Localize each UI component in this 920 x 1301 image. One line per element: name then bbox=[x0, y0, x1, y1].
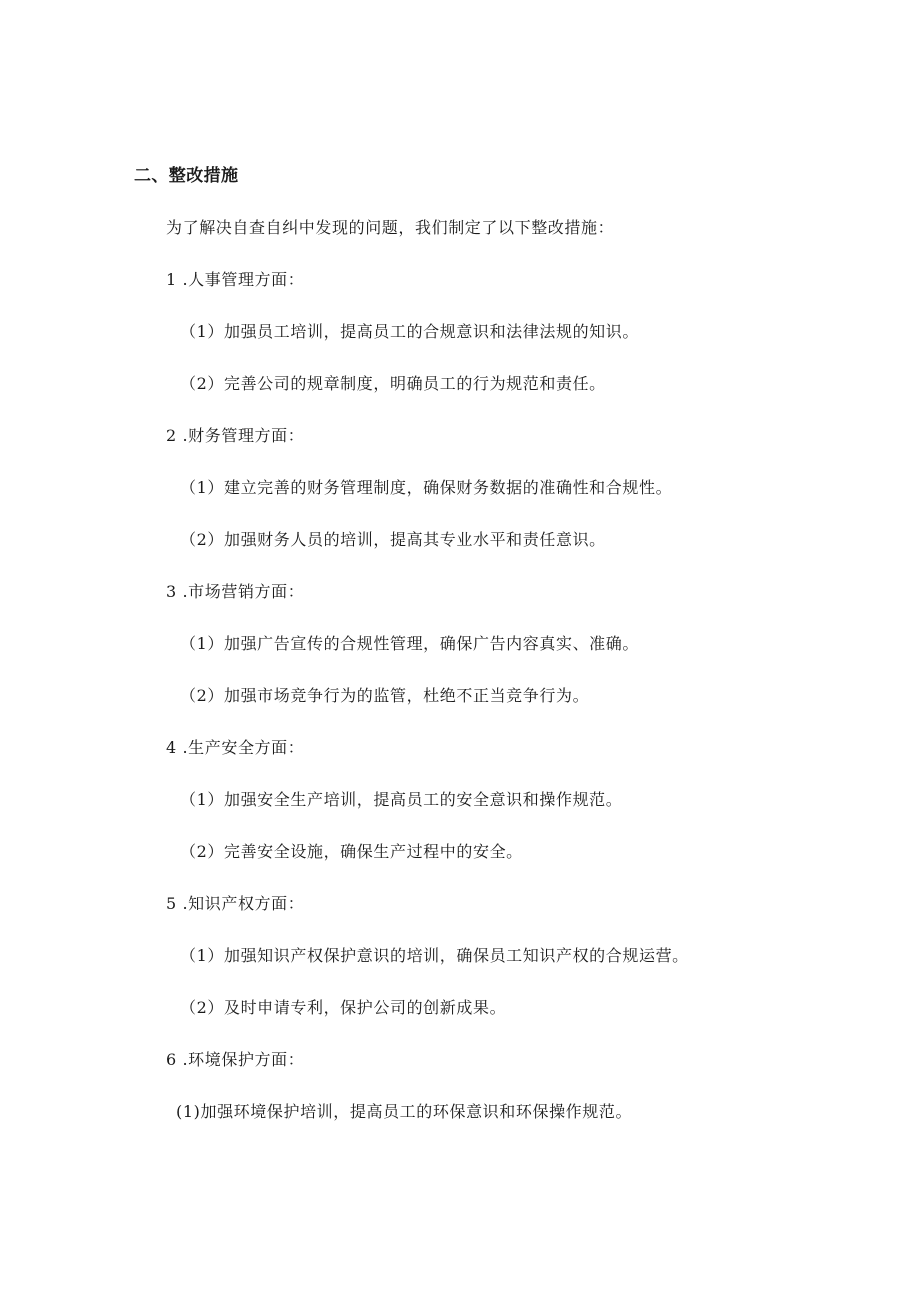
list-item: （2）完善公司的规章制度，明确员工的行为规范和责任。 bbox=[180, 374, 606, 393]
subsection-title-safety: 4 .生产安全方面： bbox=[166, 738, 305, 757]
subsection-title-hr: 1 .人事管理方面： bbox=[166, 270, 305, 289]
list-item: （1）加强安全生产培训，提高员工的安全意识和操作规范。 bbox=[180, 790, 623, 809]
subsection-title-environment: 6 .环境保护方面： bbox=[166, 1050, 305, 1069]
list-item: （2）及时申请专利，保护公司的创新成果。 bbox=[180, 998, 507, 1017]
list-item: （1）建立完善的财务管理制度，确保财务数据的准确性和合规性。 bbox=[180, 478, 673, 497]
list-item: （1）加强知识产权保护意识的培训，确保员工知识产权的合规运营。 bbox=[180, 946, 689, 965]
list-item: （2）加强财务人员的培训，提高其专业水平和责任意识。 bbox=[180, 530, 606, 549]
section-heading: 二、整改措施 bbox=[134, 166, 239, 186]
list-item: （1）加强员工培训，提高员工的合规意识和法律法规的知识。 bbox=[180, 322, 639, 341]
list-item: （2）加强市场竞争行为的监管，杜绝不正当竞争行为。 bbox=[180, 686, 590, 705]
subsection-title-ip: 5 .知识产权方面： bbox=[166, 894, 305, 913]
subsection-title-finance: 2 .财务管理方面： bbox=[166, 426, 305, 445]
list-item: （1）加强广告宣传的合规性管理，确保广告内容真实、准确。 bbox=[180, 634, 639, 653]
subsection-title-marketing: 3 .市场营销方面： bbox=[166, 582, 305, 601]
intro-paragraph: 为了解决自查自纠中发现的问题，我们制定了以下整改措施： bbox=[166, 218, 615, 237]
list-item: （2）完善安全设施，确保生产过程中的安全。 bbox=[180, 842, 523, 861]
list-item: (1)加强环境保护培训，提高员工的环保意识和环保操作规范。 bbox=[176, 1102, 633, 1121]
